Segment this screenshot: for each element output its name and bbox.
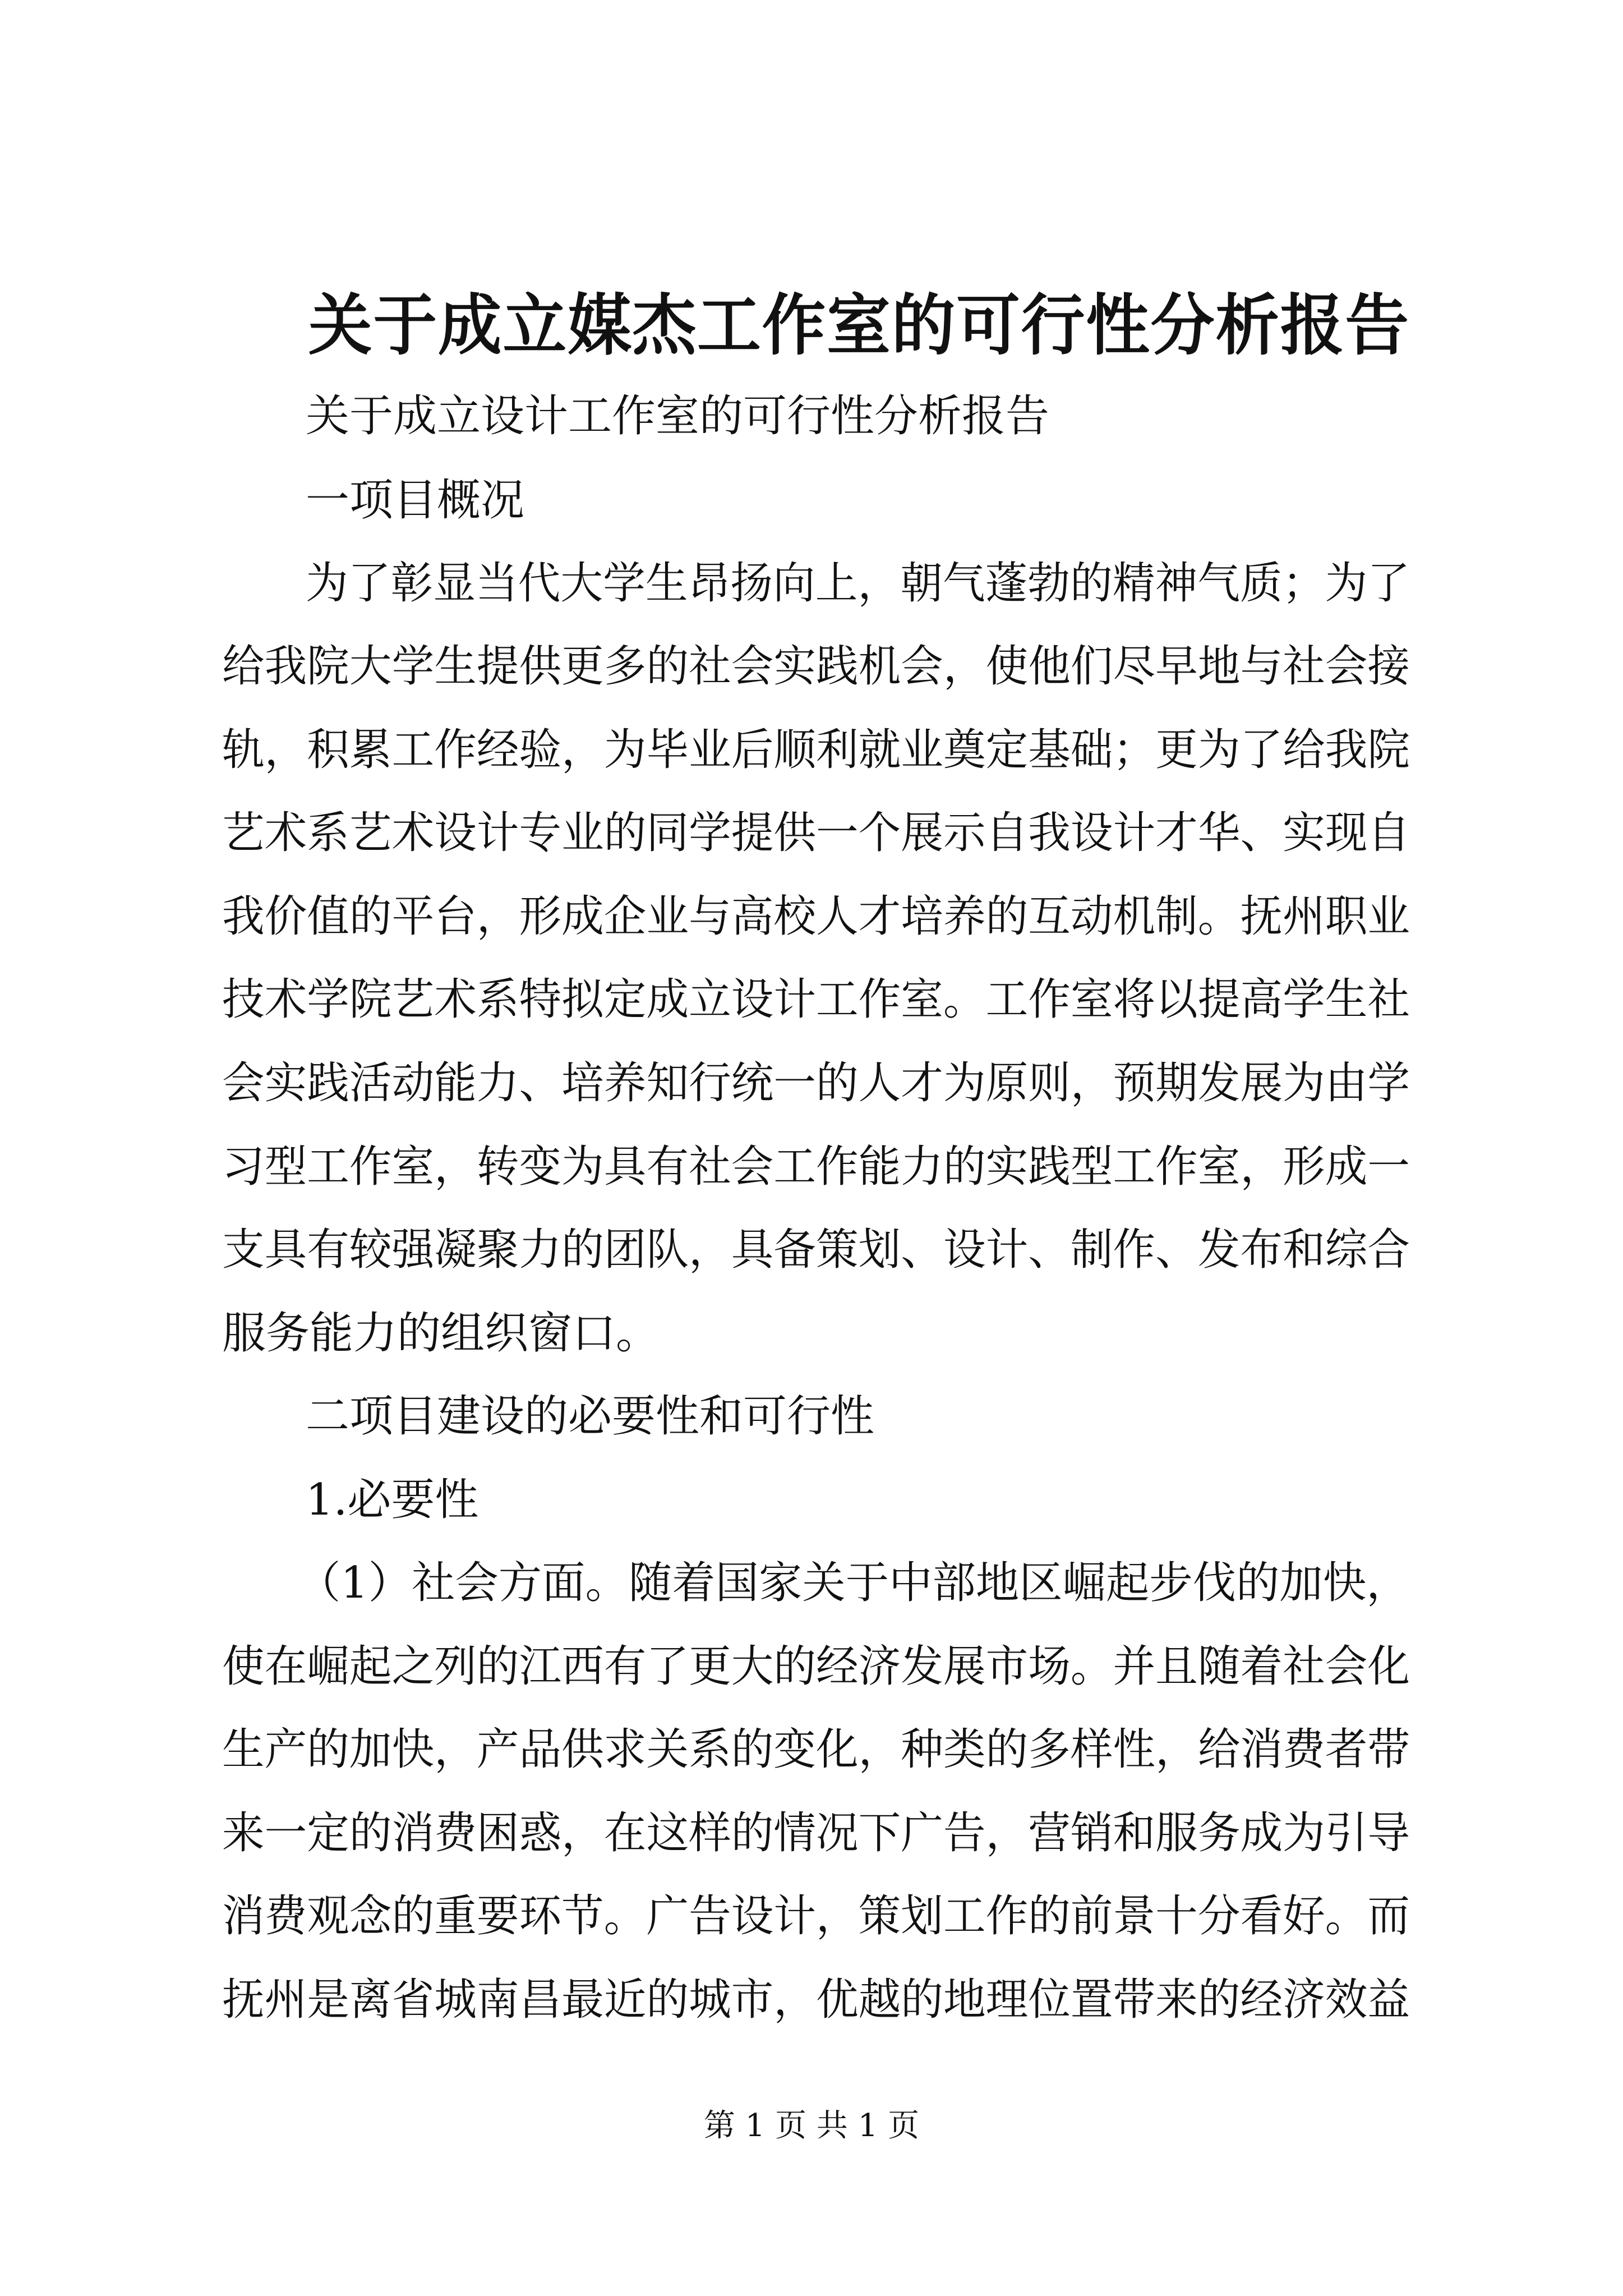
paragraph-line: 习型工作室，转变为具有社会工作能力的实践型工作室，形成一 [222, 1142, 1410, 1192]
paragraph-line: 服务能力的组织窗口。 [222, 1308, 660, 1359]
paragraph-line: 艺术系艺术设计专业的同学提供一个展示自我设计才华、实现自 [222, 808, 1410, 858]
paragraph-line: 给我院大学生提供更多的社会实践机会，使他们尽早地与社会接 [222, 641, 1410, 692]
paragraph-line: 我价值的平台，形成企业与高校人才培养的互动机制。抚州职业 [222, 891, 1410, 942]
paragraph-line: 抚州是离省城南昌最近的城市，优越的地理位置带来的经济效益 [222, 1975, 1410, 2025]
section-heading-necessity: 二项目建设的必要性和可行性 [306, 1391, 875, 1442]
paragraph-line: 轨，积累工作经验，为毕业后顺利就业奠定基础；更为了给我院 [222, 725, 1410, 775]
paragraph-line: 支具有较强凝聚力的团队，具备策划、设计、制作、发布和综合 [222, 1225, 1410, 1275]
document-title: 关于成立媒杰工作室的可行性分析报告 [308, 286, 1410, 364]
document-subtitle: 关于成立设计工作室的可行性分析报告 [306, 391, 1050, 441]
section-heading-overview: 一项目概况 [306, 475, 525, 526]
paragraph-line: 为了彰显当代大学生昂扬向上，朝气蓬勃的精神气质；为了 [306, 558, 1410, 609]
paragraph-line: 使在崛起之列的江西有了更大的经济发展市场。并且随着社会化 [222, 1641, 1410, 1692]
paragraph-line: （1）社会方面。随着国家关于中部地区崛起步伐的加快， [297, 1558, 1410, 1608]
paragraph-line: 来一定的消费困惑，在这样的情况下广告，营销和服务成为引导 [222, 1808, 1410, 1858]
paragraph-line: 会实践活动能力、培养知行统一的人才为原则，预期发展为由学 [222, 1058, 1410, 1108]
subsection-heading: 1.必要性 [306, 1475, 479, 1525]
paragraph-line: 技术学院艺术系特拟定成立设计工作室。工作室将以提高学生社 [222, 974, 1410, 1025]
paragraph-line: 消费观念的重要环节。广告设计，策划工作的前景十分看好。而 [222, 1891, 1410, 1941]
paragraph-line: 生产的加快，产品供求关系的变化，种类的多样性，给消费者带 [222, 1724, 1410, 1775]
page-footer: 第 1 页 共 1 页 [703, 2108, 920, 2144]
